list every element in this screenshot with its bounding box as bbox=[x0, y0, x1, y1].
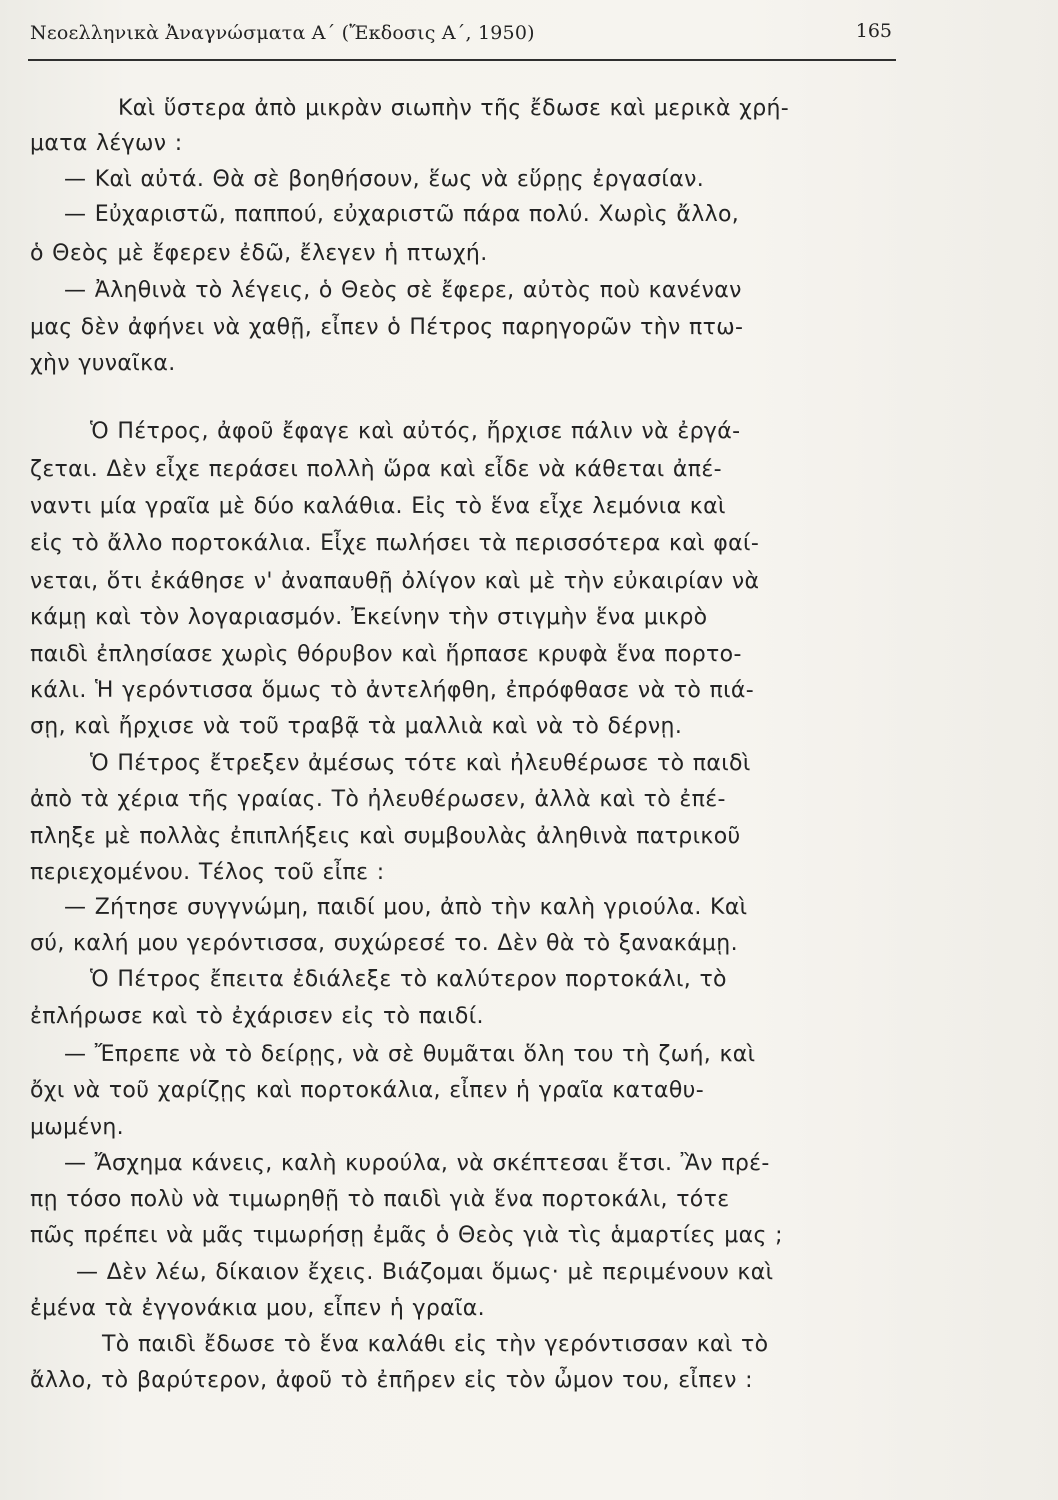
text-line: περιεχομένου. Τέλος τοῦ εἶπε : bbox=[30, 860, 385, 885]
page-number: 165 bbox=[855, 20, 892, 42]
text-line: — Ἄσχημα κάνεις, καλὴ κυρούλα, νὰ σκέπτεσαι ἔτσι. Ἂν πρέ- bbox=[64, 1151, 770, 1176]
text-line: κάλι. Ἡ γερόντισσα ὅμως τὸ ἀντελήφθη, ἐπρόφθασε νὰ τὸ πιά- bbox=[30, 678, 755, 703]
text-line: εἰς τὸ ἄλλο πορτοκάλια. Εἶχε πωλήσει τὰ περισσότερα καὶ φαί- bbox=[30, 531, 760, 556]
text-line: — Δὲν λέω, δίκαιον ἔχεις. Βιάζομαι ὅμως· μὲ περιμένουν καὶ bbox=[76, 1260, 774, 1285]
text-line: σύ, καλή μου γερόντισσα, συχώρεσέ το. Δὲν θὰ τὸ ξανακάμῃ. bbox=[30, 931, 738, 956]
text-line: Τὸ παιδὶ ἔδωσε τὸ ἕνα καλάθι εἰς τὴν γερόντισσαν καὶ τὸ bbox=[102, 1332, 769, 1357]
text-line: ναντι μία γραῖα μὲ δύο καλάθια. Εἰς τὸ ἕνα εἶχε λεμόνια καὶ bbox=[30, 494, 726, 519]
text-line: μας δὲν ἀφήνει νὰ χαθῇ, εἶπεν ὁ Πέτρος παρηγορῶν τὴν πτω- bbox=[30, 315, 744, 340]
text-line: πληξε μὲ πολλὰς ἐπιπλήξεις καὶ συμβουλὰς ἀληθινὰ πατρικοῦ bbox=[30, 824, 741, 849]
text-line: ματα λέγων : bbox=[30, 131, 183, 156]
text-line: παιδὶ ἐπλησίασε χωρὶς θόρυβον καὶ ἥρπασε κρυφὰ ἕνα πορτο- bbox=[30, 642, 742, 667]
text-line: ὄχι νὰ τοῦ χαρίζῃς καὶ πορτοκάλια, εἶπεν ἡ γραῖα καταθυ- bbox=[30, 1078, 705, 1103]
text-line: σῃ, καὶ ἤρχισε νὰ τοῦ τραβᾷ τὰ μαλλιὰ καὶ νὰ τὸ δέρνῃ. bbox=[30, 714, 683, 739]
text-line: ἄλλο, τὸ βαρύτερον, ἀφοῦ τὸ ἐπῆρεν εἰς τὸν ὦμον του, εἶπεν : bbox=[30, 1368, 753, 1393]
text-line: — Ἔπρεπε νὰ τὸ δείρῃς, νὰ σὲ θυμᾶται ὅλη του τὴ ζωή, καὶ bbox=[64, 1042, 756, 1067]
text-line: ἀπὸ τὰ χέρια τῆς γραίας. Τὸ ἠλευθέρωσεν, ἀλλὰ καὶ τὸ ἐπέ- bbox=[30, 787, 726, 812]
text-line: — Καὶ αὐτά. Θὰ σὲ βοηθήσουν, ἕως νὰ εὕρῃς ἐργασίαν. bbox=[64, 167, 705, 192]
text-line: — Ζήτησε συγγνώμη, παιδί μου, ἀπὸ τὴν καλὴ γριούλα. Καὶ bbox=[64, 895, 748, 920]
header-title: Νεοελληνικὰ Ἀναγνώσματα Α΄ (Ἔκδοσις Α΄, 1950) bbox=[30, 22, 535, 44]
text-line: Ὁ Πέτρος ἔπειτα ἐδιάλεξε τὸ καλύτερον πορτοκάλι, τὸ bbox=[90, 967, 727, 992]
text-line: ζεται. Δὲν εἶχε περάσει πολλὴ ὥρα καὶ εἶδε νὰ κάθεται ἀπέ- bbox=[30, 457, 722, 482]
text-line: ἐπλήρωσε καὶ τὸ ἐχάρισεν εἰς τὸ παιδί. bbox=[30, 1004, 484, 1029]
text-line: Ὁ Πέτρος ἔτρεξεν ἀμέσως τότε καὶ ἠλευθέρωσε τὸ παιδὶ bbox=[90, 751, 751, 776]
text-line: πῶς πρέπει νὰ μᾶς τιμωρήσῃ ἐμᾶς ὁ Θεὸς γιὰ τὶς ἁμαρτίες μας ; bbox=[30, 1223, 783, 1248]
text-line: νεται, ὅτι ἐκάθησε ν' ἀναπαυθῇ ὀλίγον καὶ μὲ τὴν εὐκαιρίαν νὰ bbox=[30, 569, 760, 594]
text-line: κάμῃ καὶ τὸν λογαριασμόν. Ἐκείνην τὴν στιγμὴν ἕνα μικρὸ bbox=[30, 605, 708, 630]
text-line: ὁ Θεὸς μὲ ἔφερεν ἐδῶ, ἔλεγεν ἡ πτωχή. bbox=[30, 241, 488, 266]
text-line: — Ἀληθινὰ τὸ λέγεις, ὁ Θεὸς σὲ ἔφερε, αὐτὸς ποὺ κανέναν bbox=[64, 278, 742, 303]
text-line: Ὁ Πέτρος, ἀφοῦ ἔφαγε καὶ αὐτός, ἤρχισε πάλιν νὰ ἐργά- bbox=[90, 419, 741, 444]
text-line: — Εὐχαριστῶ, παππού, εὐχαριστῶ πάρα πολύ. Χωρὶς ἄλλο, bbox=[64, 202, 740, 227]
text-line: πῃ τόσο πολὺ νὰ τιμωρηθῇ τὸ παιδὶ γιὰ ἕνα πορτοκάλι, τότε bbox=[30, 1187, 730, 1212]
text-line: μωμένη. bbox=[30, 1115, 124, 1140]
text-line: Καὶ ὕστερα ἀπὸ μικρὰν σιωπὴν τῆς ἔδωσε καὶ μερικὰ χρή- bbox=[118, 96, 790, 121]
text-line: χὴν γυναῖκα. bbox=[30, 351, 176, 376]
text-line: ἐμένα τὰ ἐγγονάκια μου, εἶπεν ἡ γραῖα. bbox=[30, 1296, 485, 1321]
